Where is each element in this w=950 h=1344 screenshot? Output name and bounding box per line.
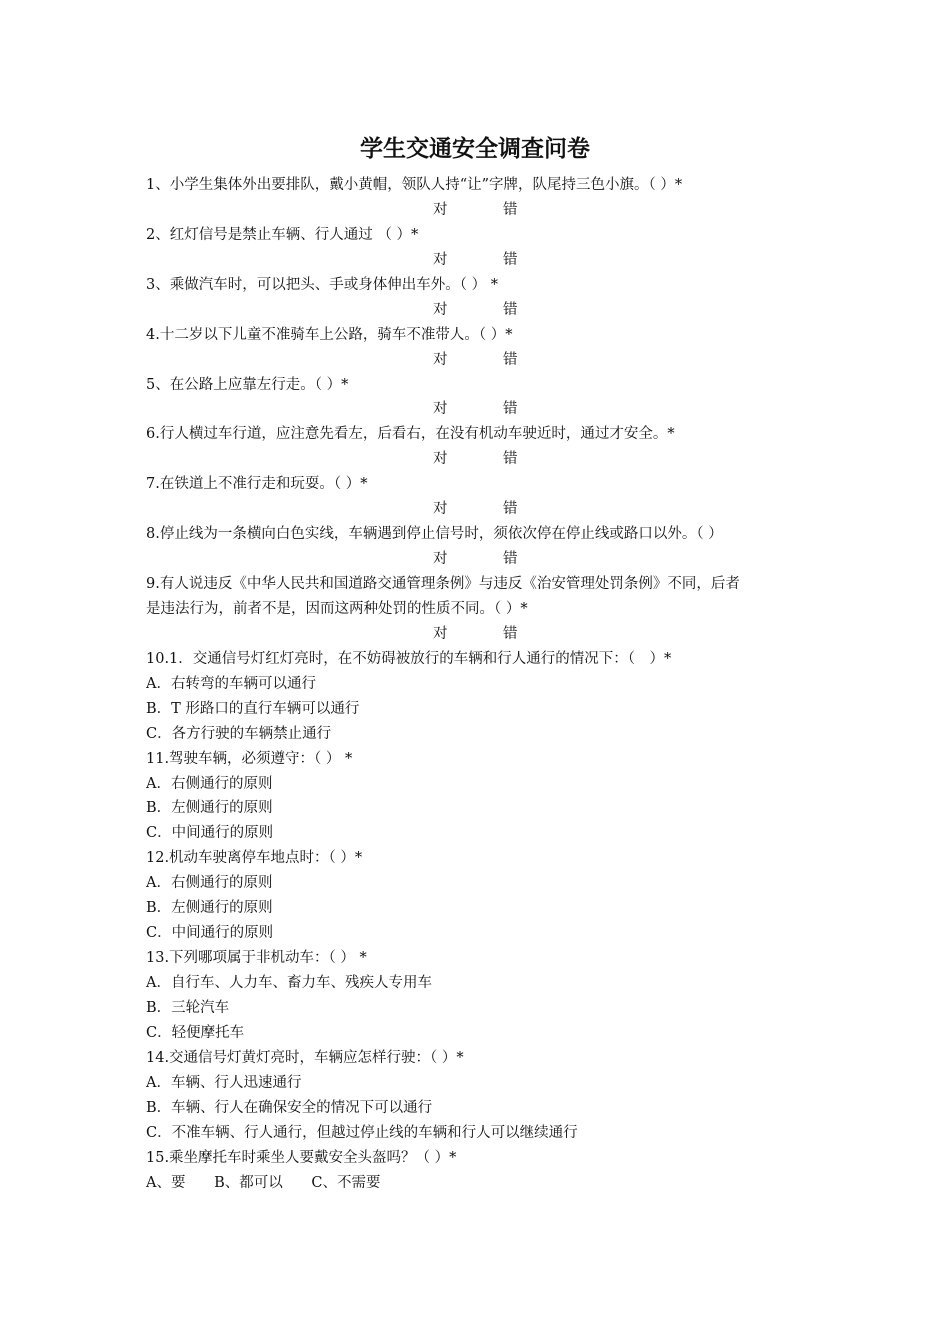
choice-true[interactable]: 对 bbox=[433, 201, 448, 218]
choice-true[interactable]: 对 bbox=[433, 625, 448, 642]
choice-false[interactable]: 错 bbox=[503, 501, 518, 518]
option-a[interactable]: A．右侧通行的原则 bbox=[146, 775, 273, 792]
choice-false[interactable]: 错 bbox=[503, 625, 518, 642]
option-c[interactable]: C、不需要 bbox=[311, 1174, 381, 1191]
question-12: 12.机动车驶离停车地点时：（ ）* bbox=[146, 850, 363, 867]
questionnaire bbox=[146, 173, 818, 1195]
option-a[interactable]: A．车辆、行人迅速通行 bbox=[146, 1074, 302, 1091]
true-false-choice-5 bbox=[146, 397, 818, 422]
option-c[interactable]: C．不准车辆、行人通行，但越过停止线的车辆和行人可以继续通行 bbox=[146, 1124, 578, 1141]
option-c[interactable]: C．各方行驶的车辆禁止通行 bbox=[146, 725, 332, 742]
option-c[interactable]: C．中间通行的原则 bbox=[146, 825, 274, 842]
choice-true[interactable]: 对 bbox=[433, 501, 448, 518]
option-b[interactable]: B．三轮汽车 bbox=[146, 999, 230, 1016]
question-8: 8.停止线为一条横向白色实线，车辆遇到停止信号时，须依次停在停止线或路口以外。（ ） bbox=[146, 526, 723, 543]
choice-true[interactable]: 对 bbox=[433, 551, 448, 568]
choice-true[interactable]: 对 bbox=[433, 401, 448, 418]
true-false-choice-6 bbox=[146, 447, 818, 472]
choice-false[interactable]: 错 bbox=[503, 451, 518, 468]
true-false-choice-1 bbox=[146, 198, 818, 223]
option-a[interactable]: A．自行车、人力车、畜力车、残疾人专用车 bbox=[146, 975, 432, 992]
question-2: 2、红灯信号是禁止车辆、行人通过 （ ）* bbox=[146, 226, 419, 243]
choice-true[interactable]: 对 bbox=[433, 301, 448, 318]
true-false-choice-8 bbox=[146, 547, 818, 572]
question-13: 13.下列哪项属于非机动车：（ ） * bbox=[146, 950, 367, 967]
question-15: 15.乘坐摩托车时乘坐人要戴安全头盔吗？（ ）* bbox=[146, 1149, 457, 1166]
choice-false[interactable]: 错 bbox=[503, 251, 518, 268]
true-false-choice-9 bbox=[146, 622, 818, 647]
option-c[interactable]: C．中间通行的原则 bbox=[146, 925, 274, 942]
choice-true[interactable]: 对 bbox=[433, 251, 448, 268]
document-title: 学生交通安全调查问卷 bbox=[360, 135, 590, 162]
option-c[interactable]: C．轻便摩托车 bbox=[146, 1024, 245, 1041]
question-14: 14.交通信号灯黄灯亮时，车辆应怎样行驶：（ ）* bbox=[146, 1049, 464, 1066]
choice-true[interactable]: 对 bbox=[433, 451, 448, 468]
question-4: 4.十二岁以下儿童不准骑车上公路，骑车不准带人。（ ）* bbox=[146, 326, 513, 343]
choice-false[interactable]: 错 bbox=[503, 401, 518, 418]
choice-false[interactable]: 错 bbox=[503, 551, 518, 568]
question-5: 5、在公路上应靠左行走。（ ）* bbox=[146, 376, 349, 393]
question-9 bbox=[146, 572, 818, 622]
choice-false[interactable]: 错 bbox=[503, 201, 518, 218]
question-11: 11.驾驶车辆，必须遵守：（ ） * bbox=[146, 750, 353, 767]
option-a[interactable]: A．右侧通行的原则 bbox=[146, 875, 273, 892]
question-10: 10.1．交通信号灯红灯亮时，在不妨碍被放行的车辆和行人通行的情况下：（ ）* bbox=[146, 650, 672, 667]
choice-true[interactable]: 对 bbox=[433, 351, 448, 368]
true-false-choice-2 bbox=[146, 248, 818, 273]
option-b[interactable]: B、都可以 bbox=[214, 1174, 283, 1191]
option-b[interactable]: B．车辆、行人在确保安全的情况下可以通行 bbox=[146, 1099, 433, 1116]
option-b[interactable]: B．左侧通行的原则 bbox=[146, 800, 273, 817]
true-false-choice-7 bbox=[146, 497, 818, 522]
question-9-line-2: 是违法行为，前者不是，因而这两种处罚的性质不同。（ ）* bbox=[146, 600, 528, 617]
choice-false[interactable]: 错 bbox=[503, 351, 518, 368]
question-1: 1、小学生集体外出要排队，戴小黄帽，领队人持“让”字牌，队尾持三色小旗。（ ）* bbox=[146, 177, 683, 193]
option-b[interactable]: B．T 形路口的直行车辆可以通行 bbox=[146, 700, 360, 717]
true-false-choice-3 bbox=[146, 298, 818, 323]
choice-false[interactable]: 错 bbox=[503, 301, 518, 318]
option-b[interactable]: B．左侧通行的原则 bbox=[146, 900, 273, 917]
true-false-choice-4 bbox=[146, 348, 818, 373]
question-9-line-1: 9.有人说违反《中华人民共和国道路交通管理条例》与违反《治安管理处罚条例》不同，后者 bbox=[146, 576, 740, 592]
option-a[interactable]: A．右转弯的车辆可以通行 bbox=[146, 675, 316, 692]
inline-options bbox=[146, 1171, 818, 1196]
option-a[interactable]: A、要 bbox=[146, 1174, 186, 1191]
question-7: 7.在铁道上不准行走和玩耍。（ ）* bbox=[146, 476, 368, 493]
question-3: 3、乘做汽车时，可以把头、手或身体伸出车外。（ ） * bbox=[146, 276, 498, 293]
question-6: 6.行人横过车行道，应注意先看左，后看右，在没有机动车驶近时，通过才安全。* bbox=[146, 426, 675, 443]
